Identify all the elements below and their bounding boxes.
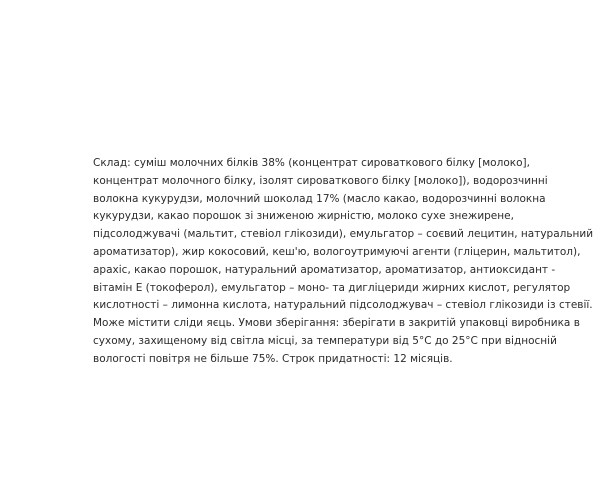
- text-line: волокна кукурудзи, молочний шоколад 17% (масло какао, водорозчинні волокна: [93, 192, 546, 205]
- text-line: концентрат молочного білку, ізолят сироваткового білку [молоко]), водорозчинні: [93, 174, 548, 187]
- text-line: арахіс, какао порошок, натуральний ароматизатор, ароматизатор, антиоксидант -: [93, 263, 556, 276]
- text-line: ароматизатор), жир кокосовий, кеш'ю, вологоутримуючі агенти (гліцерин, мальтитол),: [93, 245, 581, 258]
- text-line: Може містити сліди яєць. Умови зберігання: зберігати в закритій упаковці виробника в: [93, 317, 580, 330]
- text-line: кислотності – лимонна кислота, натуральний підсолоджувач – стевіол глікозиди із стевії.: [93, 299, 593, 312]
- text-line: кукурудзи, какао порошок зі зниженою жирністю, молоко сухе знежирене,: [93, 210, 514, 223]
- text-line: вологості повітря не більше 75%. Строк придатності: 12 місяців.: [93, 352, 453, 365]
- text-line: сухому, захищеному від світла місці, за температури від 5°С до 25°С при відносній: [93, 334, 557, 347]
- text-line: підсолоджувачі (мальтит, стевіол глікозиди), емульгатор – соєвий лецитин, натуральний: [93, 228, 594, 241]
- ingredients-text-block: [93, 155, 594, 369]
- text-line: вітамін Е (токоферол), емульгатор – моно- та дигліцериди жирних кислот, регулятор: [93, 281, 571, 294]
- text-line: Склад: суміш молочних білків 38% (концентрат сироваткового білку [молоко],: [93, 157, 530, 169]
